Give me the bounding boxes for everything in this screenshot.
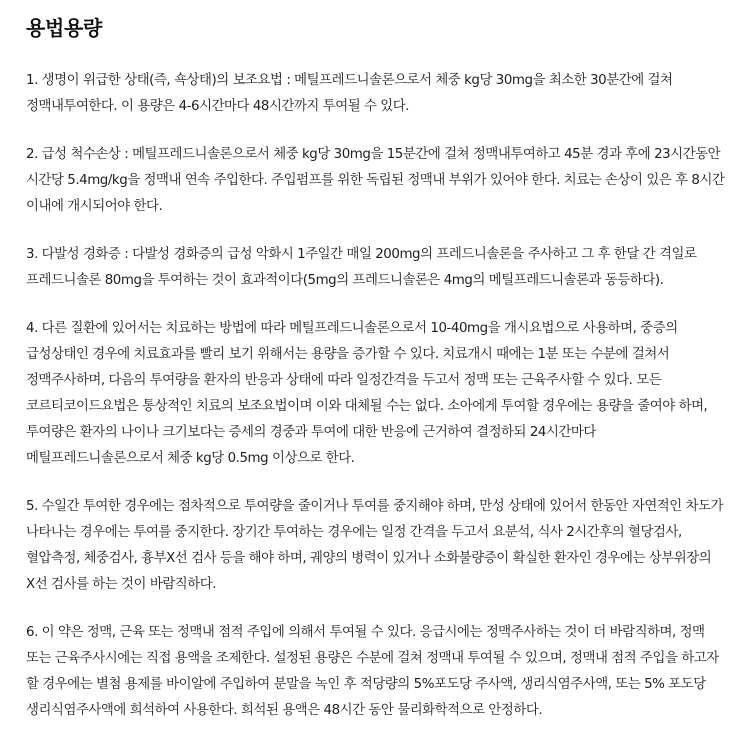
dosage-item-3: 3. 다발성 경화증 : 다발성 경화증의 급성 악화시 1주일간 매일 200mg의 프레드니솔론을 주사하고 그 후 한달 간 격일로 프레드니솔론 80mg을 투여하는 것이 효과적이다(5mg의 프레드니솔론은 4mg의 메틸프레드니솔론과 동등하다). bbox=[26, 247, 697, 288]
dosage-item-6: 6. 이 약은 정맥, 근육 또는 정맥내 점적 주입에 의해서 투여될 수 있다. 응급시에는 정맥주사하는 것이 더 바람직하며, 정맥 또는 근육주사시에는 직접 용액을 조제한다. 설정된 용량은 수분에 걸쳐 정맥내 투여될 수 있으며, 정맥내 점적 주입을 하고자 할 경우에는 별첨 용제를 바이알에 주입하여 분말을 녹인 후 적당량의 5%포도당 주사액, 생리식염주사액, 또는 5% 포도당 생리식염주사액에 희석하여 사용한다. 희석된 용액은 48시간 동안 물리화학적으로 안정하다. bbox=[26, 625, 719, 718]
dosage-item-4: 4. 다른 질환에 있어서는 치료하는 방법에 따라 메틸프레드니솔론으로서 10-40mg을 개시요법으로 사용하며, 중증의 급성상태인 경우에 치료효과를 빨리 보기 위해서는 용량을 증가할 수 있다. 치료개시 때에는 1분 또는 수분에 걸쳐서 정맥주사하며, 다음의 투여량을 환자의 반응과 상태에 따라 일정간격을 두고서 정맥 또는 근육주사할 수 있다. 모든 코르티코이드요법은 통상적인 치료의 보조요법이며 이와 대체될 수는 없다. 소아에게 투여할 경우에는 용량을 줄여야 하며, 투여량은 환자의 나이나 크기보다는 증세의 경중과 투여에 대한 반응에 근거하여 결정하되 24시간마다 메틸프레드니솔론으로서 체중 kg당 0.5mg 이상으로 한다. bbox=[26, 321, 708, 466]
page-title: 용법용량 bbox=[26, 16, 103, 40]
dosage-item-2: 2. 급성 척수손상 : 메틸프레드니솔론으로서 체중 kg당 30mg을 15분간에 걸쳐 정맥내투여하고 45분 경과 후에 23시간동안 시간당 5.4mg/kg을 정맥내 연속 주입한다. 주입펌프를 위한 독립된 정맥내 부위가 있어야 한다. 치료는 손상이 있은 후 8시간 이내에 개시되어야 한다. bbox=[26, 147, 725, 214]
dosage-item-5: 5. 수일간 투여한 경우에는 점차적으로 투여량을 줄이거나 투여를 중지해야 하며, 만성 상태에 있어서 한동안 자연적인 차도가 나타나는 경우에는 투여를 중지한다. 장기간 투여하는 경우에는 일정 간격을 두고서 요분석, 식사 2시간후의 혈당검사, 혈압측정, 체중검사, 흉부X선 검사 등을 해야 하며, 궤양의 병력이 있거나 소화불량증이 확실한 환자인 경우에는 상부위장의 X선 검사를 하는 것이 바람직하다. bbox=[26, 499, 724, 592]
dosage-item-1: 1. 생명이 위급한 상태(즉, 쇽상태)의 보조요법 : 메틸프레드니솔론으로서 체중 kg당 30mg을 최소한 30분간에 걸쳐 정맥내투여한다. 이 용량은 4-6시간마다 48시간까지 투여될 수 있다. bbox=[26, 73, 673, 114]
